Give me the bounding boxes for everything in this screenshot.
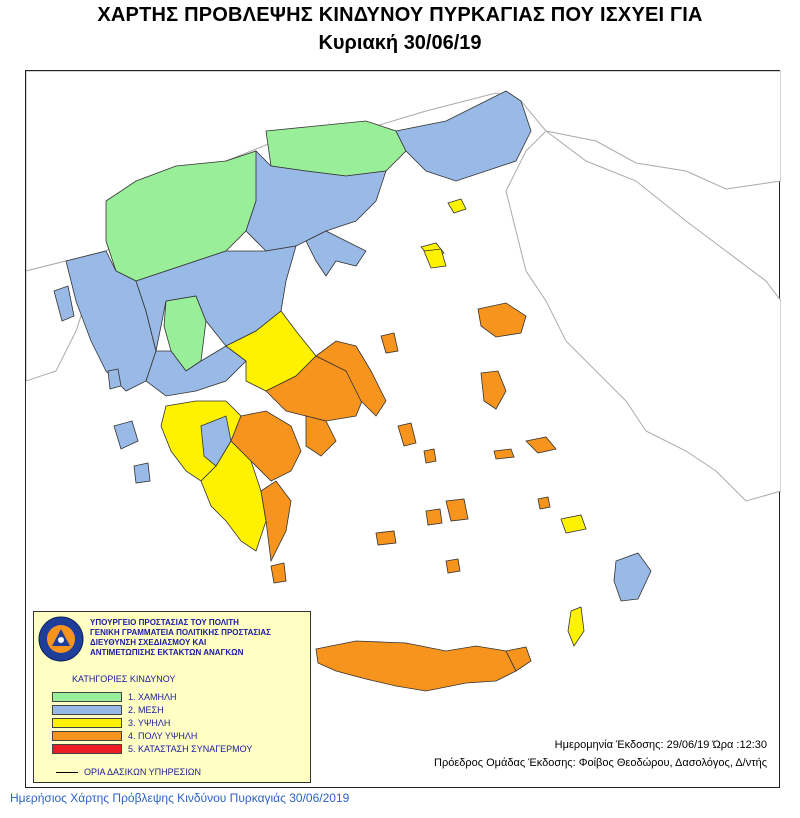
categories-title: ΚΑΤΗΓΟΡΙΕΣ ΚΙΝΔΥΝΟΥ [72,674,176,684]
region-chalkidiki [306,231,366,276]
island-kalymnos [538,497,550,509]
island-milos [376,531,396,545]
org-line: ΥΠΟΥΡΓΕΙΟ ΠΡΟΣΤΑΣΙΑΣ ΤΟΥ ΠΟΛΙΤΗ [90,618,239,627]
island-karpathos [568,607,584,646]
island-santorini [446,559,460,573]
legend-label: 2. ΜΕΣΗ [128,705,164,715]
island-lesvos [478,303,526,337]
organization-text [90,618,271,658]
legend-swatch [52,744,122,754]
legend-label: 5. ΚΑΤΑΣΤΑΣΗ ΣΥΝΑΓΕΡΜΟΥ [128,744,253,754]
island-tinos [424,449,436,463]
legend-swatch [52,731,122,741]
boundary-label: ΟΡΙΑ ΔΑΣΙΚΩΝ ΥΠΗΡΕΣΙΩΝ [84,767,201,777]
map-title: ΧΑΡΤΗΣ ΠΡΟΒΛΕΨΗΣ ΚΙΝΔΥΝΟΥ ΠΥΡΚΑΓΙΑΣ ΠΟΥ ΙΣΧΥΕΙ ΓΙΑ [97,4,703,26]
footer-caption-link[interactable]: Ημερήσιος Χάρτης Πρόβλεψης Κινδύνου Πυρκαγιάς 30/06/2019 [10,791,350,805]
island-skyros [381,333,398,353]
legend-item-medium [52,705,302,716]
legend-item-high [52,718,302,729]
legend-swatch [52,705,122,715]
org-line: ΔΙΕΥΘΥΝΣΗ ΣΧΕΔΙΑΣΜΟΥ ΚΑΙ [90,638,207,647]
legend-swatch [52,718,122,728]
island-andros [398,423,416,446]
region-central-macedonia-north [266,121,406,176]
legend-item-boundary [56,766,306,778]
island-crete [316,641,516,691]
island-kefalonia [114,421,138,449]
island-samos [526,437,556,453]
island-paros [426,509,442,525]
boundary-line-icon [56,772,78,773]
legend-item-alarm [52,744,302,755]
legend-box [33,611,311,783]
island-chios [481,371,506,409]
legend-item-low [52,692,302,703]
island-naxos [446,499,468,521]
legend-label: 1. ΧΑΜΗΛΗ [128,692,177,702]
map-date-subtitle: Κυριακή 30/06/19 [318,32,482,54]
legend-item-very-high [52,731,302,742]
org-line: ΑΝΤΙΜΕΤΩΠΙΣΗΣ ΕΚΤΑΚΤΩΝ ΑΝΑΓΚΩΝ [90,648,244,657]
legend-label: 3. ΥΨΗΛΗ [128,718,171,728]
org-line: ΓΕΝΙΚΗ ΓΡΑΜΜΑΤΕΙΑ ΠΟΛΙΤΙΚΗΣ ΠΡΟΣΤΑΣΙΑΣ [90,628,271,637]
island-kythira [271,563,286,583]
island-ikaria [494,449,514,459]
legend-label: 4. ΠΟΛΥ ΥΨΗΛΗ [128,731,198,741]
island-kos [561,515,586,533]
issue-chair: Πρόεδρος Ομάδας Έκδοσης: Φοίβος Θεοδώρου, Δασολόγος, Δ/ντής [434,757,767,769]
island-zakynthos [134,463,150,483]
issue-date: Ημερομηνία Έκδοσης: 29/06/19 Ώρα :12:30 [554,739,767,751]
legend-swatch [52,692,122,702]
island-thasos [448,199,466,213]
map-frame [25,70,780,788]
island-rhodes [614,553,651,601]
civil-protection-logo-icon [38,616,84,662]
region-attica [306,416,336,456]
